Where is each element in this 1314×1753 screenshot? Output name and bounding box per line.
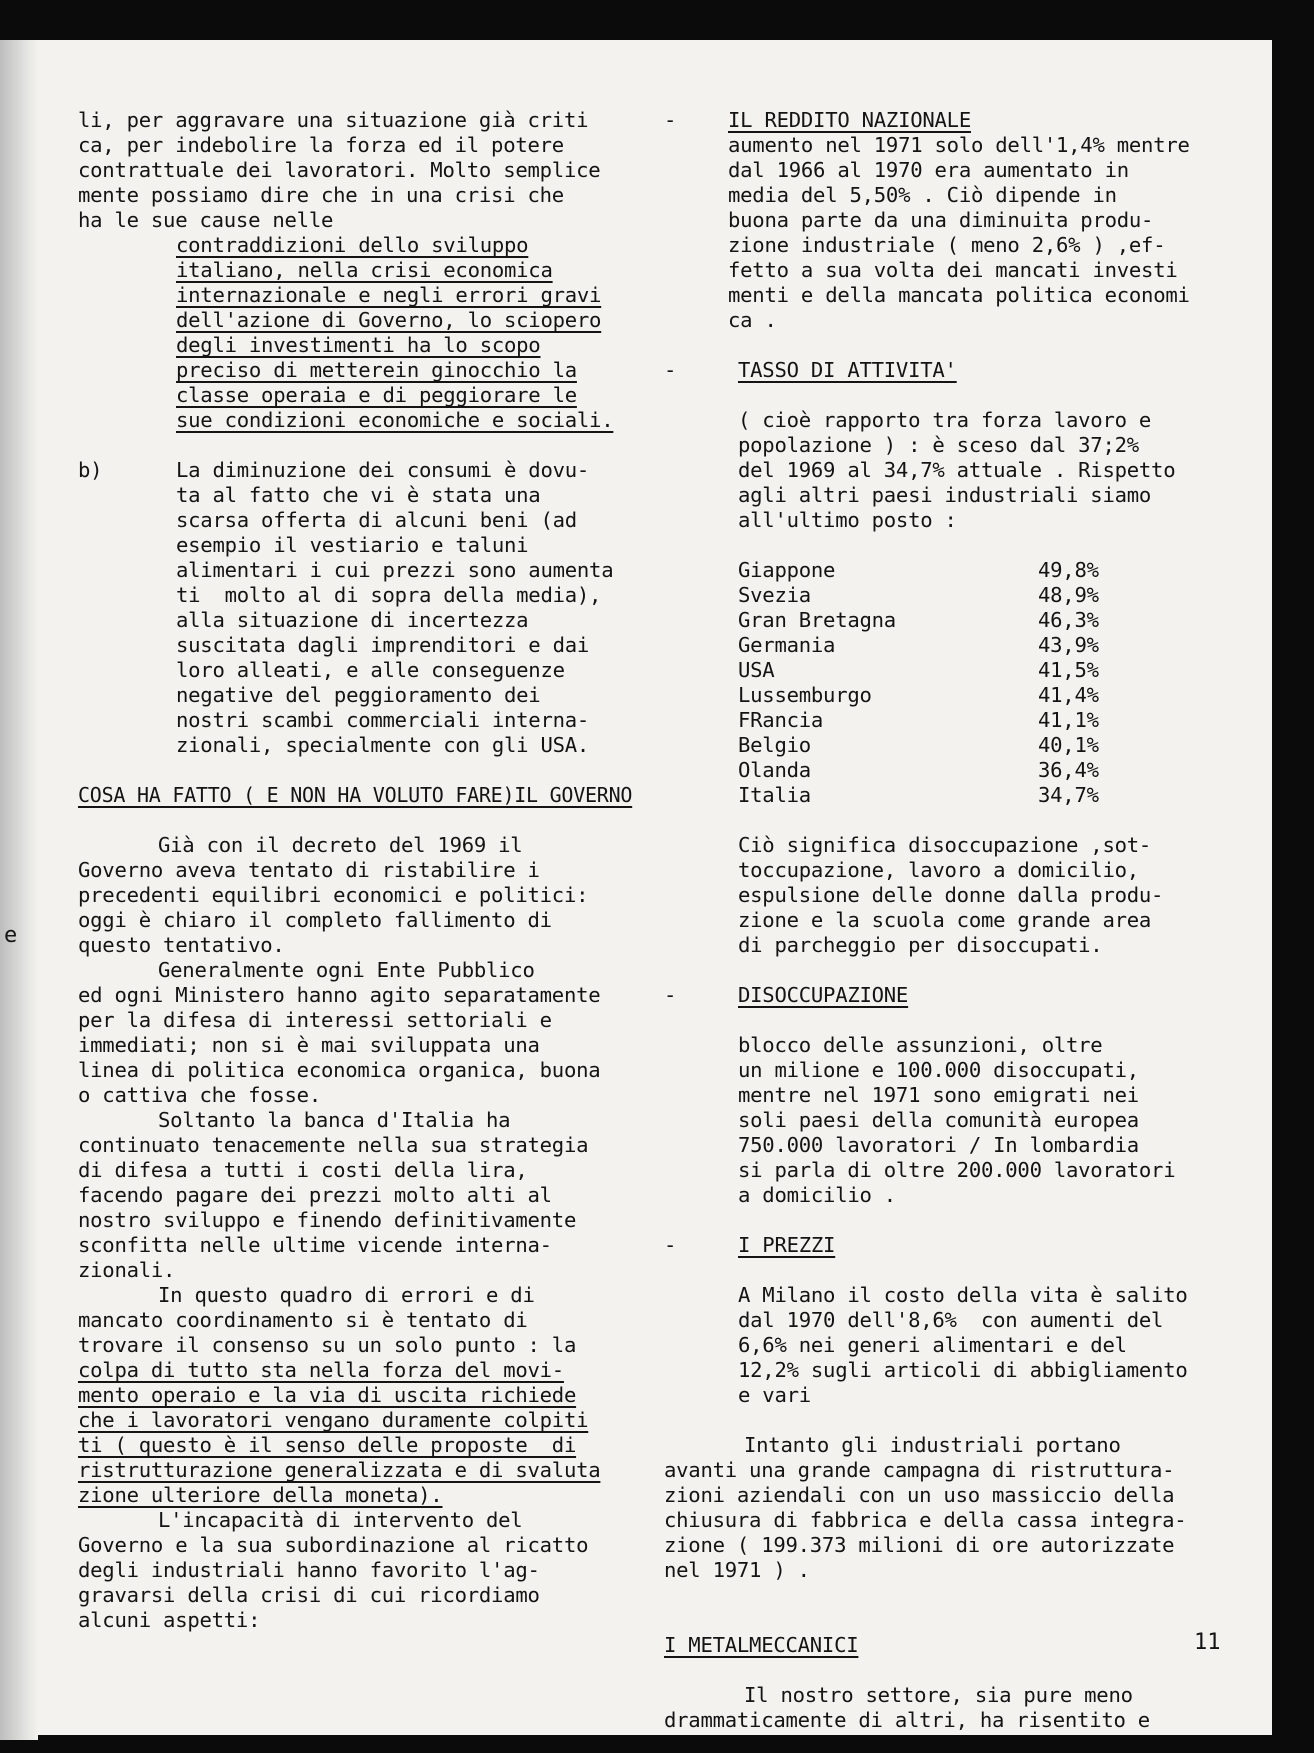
text-line: mentre nel 1971 sono emigrati nei — [738, 1083, 1139, 1107]
text-line: sue condizioni economiche e sociali. — [176, 408, 614, 432]
metalmeccanici-title: I METALMECCANICI — [664, 1633, 859, 1657]
text-line: zione ulteriore della moneta). — [78, 1483, 443, 1507]
page-number: 11 — [1194, 1630, 1221, 1655]
text-line: menti e della mancata politica economi — [728, 283, 1190, 307]
text-line: Intanto gli industriali portano — [744, 1433, 1121, 1457]
text-line: 12,2% sugli articoli di abbigliamento — [738, 1358, 1188, 1382]
prezzi-section — [664, 1233, 1204, 1408]
text-line: questo tentativo. — [78, 933, 285, 957]
text-line: sconfitta nelle ultime vicende interna- — [78, 1233, 552, 1257]
prezzi-text — [738, 1283, 1204, 1408]
left-column — [78, 108, 664, 1633]
disoccupazione-text — [738, 1033, 1204, 1208]
text-line: linea di politica economica organica, buona — [78, 1058, 601, 1082]
table-row — [664, 558, 1108, 583]
text-line: di parcheggio per disoccupati. — [738, 933, 1103, 957]
tasso-title: TASSO DI ATTIVITA' — [738, 358, 957, 382]
text-line: Già con il decreto del 1969 il — [158, 833, 523, 857]
text-line: La diminuzione dei consumi è dovu- — [176, 458, 590, 482]
text-line: 750.000 lavoratori / In lombardia — [738, 1133, 1139, 1157]
text-line: mento operaio e la via di uscita richiede — [78, 1383, 577, 1407]
text-line: 6,6% nei generi alimentari e del — [738, 1333, 1127, 1357]
text-line: preciso di metterein ginocchio la — [176, 358, 577, 382]
text-line: nostri scambi commerciali interna- — [176, 708, 590, 732]
table-row — [664, 608, 1108, 633]
dash-marker: - — [664, 1233, 677, 1257]
reddito-title: IL REDDITO NAZIONALE — [728, 108, 971, 132]
table-row — [664, 583, 1108, 608]
activity-rate-value: 43,9% — [1038, 633, 1099, 657]
text-line: media del 5,50% . Ciò dipende in — [728, 183, 1117, 207]
text-line: e vari — [738, 1383, 811, 1407]
text-line: mente possiamo dire che in una crisi che — [78, 183, 564, 207]
text-line: alcuni aspetti: — [78, 1608, 261, 1632]
metalmeccanici-paragraph — [664, 1683, 1204, 1733]
table-row — [664, 633, 1108, 658]
text-line: oggi è chiaro il completo fallimento di — [78, 908, 552, 932]
text-line: zione e la scuola come grande area — [738, 908, 1152, 932]
prezzi-title: I PREZZI — [738, 1233, 836, 1257]
text-line: fetto a sua volta dei mancati investi — [728, 258, 1178, 282]
text-line: nel 1971 ) . — [664, 1558, 810, 1582]
text-line: zionali. — [78, 1258, 176, 1282]
country-name: Germania — [738, 633, 836, 657]
text-line: ca . — [728, 308, 777, 332]
scan-top-border — [0, 0, 1314, 40]
text-line: zioni aziendali con un uso massiccio della — [664, 1483, 1175, 1507]
point-b-marker: b) — [78, 458, 103, 482]
text-line: negative del peggioramento dei — [176, 683, 541, 707]
text-line: ta al fatto che vi è stata una — [176, 483, 541, 507]
disoccupazione-title: DISOCCUPAZIONE — [738, 983, 909, 1007]
text-line: soli paesi della comunità europea — [738, 1108, 1139, 1132]
text-line: o cattiva che fosse. — [78, 1083, 321, 1107]
text-line: Governo e la sua subordinazione al ricatto — [78, 1533, 589, 1557]
text-line: ed ogni Ministero hanno agito separatamente — [78, 983, 601, 1007]
text-line: colpa di tutto sta nella forza del movi- — [78, 1358, 564, 1382]
intro-paragraph — [78, 108, 664, 233]
text-line: ti ( questo è il senso delle proposte di — [78, 1433, 577, 1457]
tasso-conclusion — [664, 833, 1204, 958]
text-line: ha le sue cause nelle — [78, 208, 334, 232]
text-line: contraddizioni dello sviluppo — [176, 233, 529, 257]
text-line: dal 1970 dell'8,6% con aumenti del — [738, 1308, 1164, 1332]
text-line: dell'azione di Governo, lo sciopero — [176, 308, 602, 332]
text-line: chiusura di fabbrica e della cassa integra- — [664, 1508, 1187, 1532]
text-line: ( cioè rapporto tra forza lavoro e — [738, 408, 1152, 432]
country-name: FRancia — [738, 708, 824, 732]
text-line: zionali, specialmente con gli USA. — [176, 733, 590, 757]
text-line: si parla di oltre 200.000 lavoratori — [738, 1158, 1176, 1182]
text-line: aumento nel 1971 solo dell'1,4% mentre — [728, 133, 1190, 157]
country-name: Olanda — [738, 758, 811, 782]
industriali-paragraph — [664, 1433, 1204, 1583]
text-line: zione industriale ( meno 2,6% ) ,ef- — [728, 233, 1166, 257]
table-row — [664, 658, 1108, 683]
reddito-text — [728, 133, 1204, 333]
text-line: gravarsi della crisi di cui ricordiamo — [78, 1583, 540, 1607]
point-b — [78, 458, 664, 758]
text-line: Il nostro settore, sia pure meno — [744, 1683, 1133, 1707]
table-row — [664, 733, 1108, 758]
page-gutter-shadow — [0, 40, 38, 1740]
text-line: a domicilio . — [738, 1183, 896, 1207]
text-line: Soltanto la banca d'Italia ha — [158, 1108, 511, 1132]
text-line: contrattuale dei lavoratori. Molto semplice — [78, 158, 601, 182]
text-line: ti molto al di sopra della media), — [176, 583, 602, 607]
dash-marker: - — [664, 983, 677, 1007]
country-name: Gran Bretagna — [738, 608, 896, 632]
text-line: li, per aggravare una situazione già criti — [78, 108, 589, 132]
country-name: Belgio — [738, 733, 811, 757]
text-line: all'ultimo posto : — [738, 508, 957, 532]
text-line: scarsa offerta di alcuni beni (ad — [176, 508, 577, 532]
text-line: degli investimenti ha lo scopo — [176, 333, 541, 357]
text-line: ca, per indebolire la forza ed il potere — [78, 133, 564, 157]
activity-rate-value: 34,7% — [1038, 783, 1099, 807]
activity-rate-value: 48,9% — [1038, 583, 1099, 607]
text-line: alla situazione di incertezza — [176, 608, 529, 632]
text-line: continuato tenacemente nella sua strategia — [78, 1133, 589, 1157]
text-line: alimentari i cui prezzi sono aumenta — [176, 558, 614, 582]
text-line: Generalmente ogni Ente Pubblico — [158, 958, 535, 982]
activity-rate-value: 41,4% — [1038, 683, 1099, 707]
activity-rate-value: 40,1% — [1038, 733, 1099, 757]
text-line: per la difesa di interessi settoriali e — [78, 1008, 552, 1032]
activity-rate-table — [664, 558, 1204, 808]
text-line: un milione e 100.000 disoccupati, — [738, 1058, 1139, 1082]
text-line: avanti una grande campagna di ristruttura- — [664, 1458, 1175, 1482]
activity-rate-value: 46,3% — [1038, 608, 1099, 632]
country-name: USA — [738, 658, 775, 682]
text-line: toccupazione, lavoro a domicilio, — [738, 858, 1139, 882]
point-b-text — [78, 458, 664, 758]
text-line: dal 1966 al 1970 era aumentato in — [728, 158, 1129, 182]
country-name: Italia — [738, 783, 811, 807]
text-line: classe operaia e di peggiorare le — [176, 383, 577, 407]
right-column — [664, 108, 1204, 1733]
text-line: suscitata dagli imprenditori e dai — [176, 633, 590, 657]
disoccupazione-section — [664, 983, 1204, 1208]
text-line: italiano, nella crisi economica — [176, 258, 553, 282]
text-line: precedenti equilibri economici e politici: — [78, 883, 589, 907]
tasso-text — [738, 408, 1204, 533]
activity-rate-value: 41,5% — [1038, 658, 1099, 682]
text-line: degli industriali hanno favorito l'ag- — [78, 1558, 540, 1582]
text-line: In questo quadro di errori e di — [158, 1283, 535, 1307]
country-name: Svezia — [738, 583, 811, 607]
country-name: Giappone — [738, 558, 836, 582]
activity-rate-value: 49,8% — [1038, 558, 1099, 582]
section-heading: COSA HA FATTO ( E NON HA VOLUTO FARE)IL GOVERNO — [78, 783, 633, 807]
text-line: agli altri paesi industriali siamo — [738, 483, 1152, 507]
text-line: espulsione delle donne dalla produ- — [738, 883, 1164, 907]
reddito-section — [664, 108, 1204, 333]
activity-rate-value: 36,4% — [1038, 758, 1099, 782]
text-line: L'incapacità di intervento del — [158, 1508, 523, 1532]
text-line: che i lavoratori vengano duramente colpiti — [78, 1408, 589, 1432]
country-name: Lussemburgo — [738, 683, 872, 707]
dash-marker: - — [664, 358, 677, 382]
text-line: zione ( 199.373 milioni di ore autorizzate — [664, 1533, 1175, 1557]
scan-bottom-border — [0, 1735, 1314, 1753]
margin-mark: e — [4, 923, 18, 948]
tasso-section — [664, 358, 1204, 533]
text-line: Ciò significa disoccupazione ,sot- — [738, 833, 1152, 857]
text-line: immediati; non si è mai sviluppata una — [78, 1033, 540, 1057]
text-line: A Milano il costo della vita è salito — [738, 1283, 1188, 1307]
text-line: del 1969 al 34,7% attuale . Rispetto — [738, 458, 1176, 482]
scan-right-border — [1272, 0, 1314, 1753]
text-line: popolazione ) : è sceso dal 37;2% — [738, 433, 1139, 457]
table-row — [664, 708, 1108, 733]
text-line: trovare il consenso su un solo punto : la — [78, 1333, 577, 1357]
text-line: blocco delle assunzioni, oltre — [738, 1033, 1103, 1057]
table-row — [664, 683, 1108, 708]
text-line: internazionale e negli errori gravi — [176, 283, 602, 307]
text-line: facendo pagare dei prezzi molto alti al — [78, 1183, 552, 1207]
text-line: esempio il vestiario e taluni — [176, 533, 529, 557]
table-row — [664, 758, 1108, 783]
dash-marker: - — [664, 108, 677, 132]
text-line: Governo aveva tentato di ristabilire i — [78, 858, 540, 882]
activity-rate-value: 41,1% — [1038, 708, 1099, 732]
intro-underlined-passage — [78, 233, 664, 433]
text-line: drammaticamente di altri, ha risentito e — [664, 1708, 1150, 1732]
governo-section — [78, 833, 664, 1633]
text-line: nostro sviluppo e finendo definitivamente — [78, 1208, 577, 1232]
text-line: mancato coordinamento si è tentato di — [78, 1308, 528, 1332]
text-line: loro alleati, e alle conseguenze — [176, 658, 565, 682]
text-line: ristrutturazione generalizzata e di svaluta — [78, 1458, 601, 1482]
text-line: buona parte da una diminuita produ- — [728, 208, 1154, 232]
table-row — [664, 783, 1108, 808]
text-line: di difesa a tutti i costi della lira, — [78, 1158, 528, 1182]
